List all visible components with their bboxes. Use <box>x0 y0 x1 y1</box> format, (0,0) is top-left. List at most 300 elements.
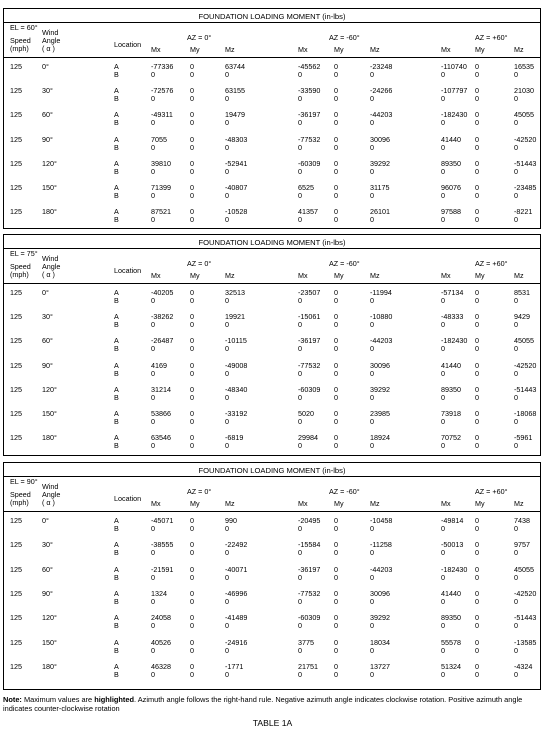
cell-b: 0 <box>514 368 518 378</box>
cell-b: 0 <box>298 417 302 426</box>
cell-b: 0 <box>514 441 518 451</box>
cell-a: -10880 <box>370 312 393 322</box>
column-header-my: My <box>190 45 200 54</box>
cell-b: 0 <box>441 368 445 378</box>
column-header-mx: Mx <box>151 45 161 54</box>
cell-b: 0 <box>334 548 338 558</box>
cell-a: 41357 <box>298 207 318 217</box>
row-speed: 125 <box>10 433 22 443</box>
cell-a: 31214 <box>151 384 171 394</box>
row-speed: 125 <box>10 134 22 144</box>
cell-a: 0 <box>475 588 479 598</box>
row-location-a: A <box>114 564 119 574</box>
cell-b: 0 <box>370 296 374 305</box>
cell-b: 0 <box>441 118 445 128</box>
cell-a: -38262 <box>151 312 174 322</box>
row-speed: 125 <box>10 588 22 598</box>
cell-b: 0 <box>151 296 155 305</box>
cell-b: 0 <box>225 166 229 176</box>
cell-a: 0 <box>334 207 338 217</box>
cell-a: 21751 <box>298 661 318 671</box>
cell-b: 0 <box>151 118 155 128</box>
row-angle: 120° <box>42 384 57 394</box>
cell-b: 0 <box>514 296 518 305</box>
cell-b: 0 <box>334 118 338 128</box>
title-divider <box>4 476 540 477</box>
cell-a: 0 <box>475 312 479 322</box>
cell-a: -23248 <box>370 62 393 71</box>
cell-b: 0 <box>298 70 302 79</box>
row-location-b: B <box>114 296 119 305</box>
row-location-b: B <box>114 166 119 176</box>
cell-a: 96076 <box>441 183 461 192</box>
cell-a: 0 <box>334 637 338 647</box>
azp60-header: AZ = +60° <box>475 487 508 496</box>
cell-a: 39292 <box>370 158 390 168</box>
row-location-b: B <box>114 417 119 426</box>
cell-a: 30096 <box>370 360 390 370</box>
cell-a: 0 <box>475 110 479 120</box>
cell-a: 8531 <box>514 288 530 297</box>
az0-header: AZ = 0° <box>187 487 212 496</box>
cell-b: 0 <box>334 524 338 533</box>
cell-a: -38555 <box>151 540 174 550</box>
row-location-b: B <box>114 524 119 533</box>
cell-b: 0 <box>441 215 445 225</box>
row-location-a: A <box>114 613 119 623</box>
row-location-a: A <box>114 207 119 217</box>
cell-a: -52941 <box>225 158 248 168</box>
cell-b: 0 <box>475 417 479 426</box>
row-location-a: A <box>114 588 119 598</box>
angle-header: Angle <box>42 36 61 45</box>
row-angle: 180° <box>42 433 57 443</box>
cell-a: 0 <box>334 516 338 525</box>
cell-a: 0 <box>190 312 194 322</box>
location-header: Location <box>114 266 142 275</box>
column-header-my: My <box>475 45 485 54</box>
azm60-header: AZ = -60° <box>329 259 360 268</box>
cell-a: 46328 <box>151 661 171 671</box>
cell-b: 0 <box>514 344 518 354</box>
cell-b: 0 <box>298 166 302 176</box>
cell-a: 0 <box>475 516 479 525</box>
cell-b: 0 <box>514 142 518 152</box>
row-speed: 125 <box>10 288 22 297</box>
cell-b: 0 <box>298 621 302 631</box>
row-angle: 150° <box>42 409 57 418</box>
cell-a: -50013 <box>441 540 464 550</box>
row-angle: 0° <box>42 516 49 525</box>
cell-b: 0 <box>225 320 229 330</box>
cell-b: 0 <box>514 191 518 200</box>
row-location-b: B <box>114 596 119 606</box>
cell-b: 0 <box>225 548 229 558</box>
cell-a: 0 <box>334 312 338 322</box>
cell-b: 0 <box>334 142 338 152</box>
row-speed: 125 <box>10 540 22 550</box>
column-header-mx: Mx <box>298 271 308 280</box>
cell-b: 0 <box>370 621 374 631</box>
cell-a: -60309 <box>298 158 321 168</box>
row-speed: 125 <box>10 637 22 647</box>
column-header-mz: Mz <box>514 499 524 508</box>
cell-b: 0 <box>475 215 479 225</box>
cell-a: -40807 <box>225 183 248 192</box>
cell-b: 0 <box>441 669 445 679</box>
cell-b: 0 <box>151 191 155 200</box>
cell-a: 41440 <box>441 134 461 144</box>
row-location-b: B <box>114 215 119 225</box>
cell-b: 0 <box>514 118 518 128</box>
location-header: Location <box>114 40 142 49</box>
cell-a: -36197 <box>298 336 321 346</box>
cell-a: -36197 <box>298 564 321 574</box>
cell-a: -23507 <box>298 288 321 297</box>
cell-a: -49814 <box>441 516 464 525</box>
cell-b: 0 <box>225 344 229 354</box>
table-title: FOUNDATION LOADING MOMENT (in-lbs) <box>198 12 346 21</box>
cell-b: 0 <box>334 94 338 104</box>
speed-header: Speed <box>10 490 31 499</box>
cell-b: 0 <box>151 70 155 79</box>
column-header-my: My <box>475 499 485 508</box>
cell-a: -44203 <box>370 110 393 120</box>
column-header-mx: Mx <box>441 271 451 280</box>
column-header-mz: Mz <box>370 45 380 54</box>
cell-a: -44203 <box>370 564 393 574</box>
cell-a: 16535 <box>514 62 534 71</box>
cell-b: 0 <box>225 296 229 305</box>
cell-a: -77532 <box>298 360 321 370</box>
cell-a: 0 <box>190 661 194 671</box>
cell-a: 45055 <box>514 564 534 574</box>
angle-header: Angle <box>42 262 61 271</box>
cell-b: 0 <box>514 70 518 79</box>
cell-b: 0 <box>370 669 374 679</box>
cell-a: 0 <box>475 661 479 671</box>
cell-a: 0 <box>334 134 338 144</box>
cell-a: 87521 <box>151 207 171 217</box>
cell-b: 0 <box>514 572 518 582</box>
cell-a: -5961 <box>514 433 533 443</box>
column-header-mz: Mz <box>225 499 235 508</box>
cell-b: 0 <box>475 70 479 79</box>
cell-a: -15584 <box>298 540 321 550</box>
elevation-label: EL = 60° <box>10 23 38 32</box>
row-location-a: A <box>114 360 119 370</box>
row-location-a: A <box>114 288 119 297</box>
cell-a: 40526 <box>151 637 171 647</box>
cell-b: 0 <box>190 548 194 558</box>
cell-a: 0 <box>334 336 338 346</box>
wind-header: Wind <box>42 482 59 491</box>
table-title: FOUNDATION LOADING MOMENT (in-lbs) <box>198 466 346 475</box>
row-location-a: A <box>114 134 119 144</box>
cell-a: -36197 <box>298 110 321 120</box>
cell-b: 0 <box>298 191 302 200</box>
az0-header: AZ = 0° <box>187 259 212 268</box>
cell-b: 0 <box>334 392 338 402</box>
cell-a: 0 <box>190 183 194 192</box>
elevation-label: EL = 90° <box>10 477 38 486</box>
cell-a: -182430 <box>441 564 468 574</box>
cell-a: 3775 <box>298 637 314 647</box>
cell-a: 0 <box>334 360 338 370</box>
row-location-a: A <box>114 312 119 322</box>
cell-b: 0 <box>370 441 374 451</box>
azm60-header: AZ = -60° <box>329 487 360 496</box>
cell-b: 0 <box>475 344 479 354</box>
cell-a: 19479 <box>225 110 245 120</box>
cell-a: -8221 <box>514 207 533 217</box>
cell-b: 0 <box>190 392 194 402</box>
cell-a: 23985 <box>370 409 390 418</box>
cell-b: 0 <box>190 70 194 79</box>
cell-b: 0 <box>514 94 518 104</box>
row-angle: 60° <box>42 336 53 346</box>
cell-b: 0 <box>475 142 479 152</box>
row-speed: 125 <box>10 62 22 71</box>
row-angle: 120° <box>42 613 57 623</box>
cell-a: 31175 <box>370 183 390 192</box>
cell-b: 0 <box>475 94 479 104</box>
title-divider <box>4 248 540 249</box>
note-text-2: . Azimuth angle follows the right-hand rule. Negative azimuth angle indicates clockwise rotation. Positive azimuth angle indicates counter-clockwise rotation <box>3 695 523 713</box>
cell-a: 0 <box>475 360 479 370</box>
cell-b: 0 <box>370 572 374 582</box>
cell-b: 0 <box>514 215 518 225</box>
angle-header: Angle <box>42 490 61 499</box>
row-angle: 60° <box>42 564 53 574</box>
cell-a: 0 <box>334 110 338 120</box>
cell-b: 0 <box>441 548 445 558</box>
title-divider <box>4 22 540 23</box>
cell-b: 0 <box>441 392 445 402</box>
header-divider <box>4 283 540 284</box>
cell-a: -48340 <box>225 384 248 394</box>
cell-b: 0 <box>441 142 445 152</box>
cell-a: 0 <box>334 409 338 418</box>
cell-a: 63546 <box>151 433 171 443</box>
cell-b: 0 <box>370 368 374 378</box>
cell-a: -107797 <box>441 86 468 96</box>
loading-table-el75 <box>3 234 541 456</box>
cell-a: 0 <box>334 433 338 443</box>
cell-a: 13727 <box>370 661 390 671</box>
cell-a: 41440 <box>441 588 461 598</box>
cell-b: 0 <box>190 524 194 533</box>
cell-b: 0 <box>225 645 229 655</box>
cell-a: 32513 <box>225 288 245 297</box>
cell-b: 0 <box>475 392 479 402</box>
cell-b: 0 <box>151 621 155 631</box>
row-speed: 125 <box>10 661 22 671</box>
cell-b: 0 <box>514 645 518 655</box>
cell-b: 0 <box>334 191 338 200</box>
cell-b: 0 <box>334 70 338 79</box>
cell-a: 18034 <box>370 637 390 647</box>
cell-a: 70752 <box>441 433 461 443</box>
cell-a: 1324 <box>151 588 167 598</box>
cell-b: 0 <box>475 572 479 582</box>
cell-b: 0 <box>370 344 374 354</box>
cell-b: 0 <box>225 142 229 152</box>
cell-a: -41489 <box>225 613 248 623</box>
row-location-b: B <box>114 344 119 354</box>
row-speed: 125 <box>10 564 22 574</box>
loading-table-el90 <box>3 462 541 690</box>
row-angle: 180° <box>42 661 57 671</box>
cell-a: -21591 <box>151 564 174 574</box>
table-caption: TABLE 1A <box>252 718 293 728</box>
row-location-b: B <box>114 572 119 582</box>
header-divider <box>4 511 540 512</box>
cell-a: 89350 <box>441 384 461 394</box>
column-header-mx: Mx <box>151 499 161 508</box>
cell-b: 0 <box>441 320 445 330</box>
cell-b: 0 <box>151 392 155 402</box>
column-header-mz: Mz <box>225 45 235 54</box>
cell-b: 0 <box>370 142 374 152</box>
cell-b: 0 <box>151 344 155 354</box>
cell-b: 0 <box>190 191 194 200</box>
cell-a: 45055 <box>514 336 534 346</box>
row-location-b: B <box>114 320 119 330</box>
cell-b: 0 <box>225 524 229 533</box>
cell-b: 0 <box>151 417 155 426</box>
cell-b: 0 <box>475 296 479 305</box>
cell-a: 0 <box>334 564 338 574</box>
azp60-header: AZ = +60° <box>475 33 508 42</box>
cell-a: -24266 <box>370 86 393 96</box>
cell-a: -40071 <box>225 564 248 574</box>
cell-b: 0 <box>151 441 155 451</box>
row-location-b: B <box>114 548 119 558</box>
cell-a: -51443 <box>514 384 537 394</box>
cell-a: 5020 <box>298 409 314 418</box>
table-note <box>3 695 539 713</box>
cell-a: 53866 <box>151 409 171 418</box>
cell-b: 0 <box>475 621 479 631</box>
cell-a: 55578 <box>441 637 461 647</box>
cell-b: 0 <box>298 215 302 225</box>
cell-b: 0 <box>298 296 302 305</box>
cell-b: 0 <box>441 296 445 305</box>
row-location-b: B <box>114 70 119 79</box>
cell-a: 9429 <box>514 312 530 322</box>
cell-b: 0 <box>370 70 374 79</box>
note-highlighted: highlighted <box>94 695 135 704</box>
row-location-b: B <box>114 645 119 655</box>
cell-b: 0 <box>441 524 445 533</box>
cell-a: 0 <box>475 433 479 443</box>
column-header-mz: Mz <box>514 45 524 54</box>
wind-header: Wind <box>42 28 59 37</box>
row-location-a: A <box>114 384 119 394</box>
cell-a: 0 <box>190 288 194 297</box>
cell-a: -46996 <box>225 588 248 598</box>
cell-b: 0 <box>514 621 518 631</box>
cell-a: 0 <box>190 134 194 144</box>
row-location-a: A <box>114 637 119 647</box>
location-header: Location <box>114 494 142 503</box>
cell-b: 0 <box>225 118 229 128</box>
alpha-header: ( α ) <box>42 498 55 507</box>
row-location-b: B <box>114 118 119 128</box>
cell-a: 29984 <box>298 433 318 443</box>
column-header-mz: Mz <box>370 271 380 280</box>
note-label: Note: <box>3 695 22 704</box>
alpha-header: ( α ) <box>42 270 55 279</box>
row-speed: 125 <box>10 360 22 370</box>
cell-a: -49008 <box>225 360 248 370</box>
cell-b: 0 <box>225 215 229 225</box>
cell-b: 0 <box>334 669 338 679</box>
cell-b: 0 <box>190 166 194 176</box>
column-header-mx: Mx <box>298 45 308 54</box>
cell-b: 0 <box>190 669 194 679</box>
cell-b: 0 <box>151 215 155 225</box>
cell-b: 0 <box>514 524 518 533</box>
row-location-b: B <box>114 191 119 200</box>
cell-b: 0 <box>225 191 229 200</box>
row-speed: 125 <box>10 110 22 120</box>
cell-b: 0 <box>298 669 302 679</box>
cell-a: -1771 <box>225 661 244 671</box>
row-angle: 90° <box>42 134 53 144</box>
cell-a: 63744 <box>225 62 245 71</box>
cell-a: 7438 <box>514 516 530 525</box>
cell-b: 0 <box>298 645 302 655</box>
cell-b: 0 <box>334 166 338 176</box>
cell-a: -182430 <box>441 336 468 346</box>
cell-a: 0 <box>190 158 194 168</box>
cell-a: -40205 <box>151 288 174 297</box>
cell-b: 0 <box>370 215 374 225</box>
row-location-b: B <box>114 142 119 152</box>
column-header-mx: Mx <box>441 499 451 508</box>
cell-b: 0 <box>334 344 338 354</box>
row-speed: 125 <box>10 384 22 394</box>
elevation-label: EL = 75° <box>10 249 38 258</box>
cell-a: 89350 <box>441 158 461 168</box>
cell-b: 0 <box>475 368 479 378</box>
cell-a: 0 <box>190 588 194 598</box>
cell-a: 0 <box>475 183 479 192</box>
row-location-a: A <box>114 540 119 550</box>
cell-a: 0 <box>334 661 338 671</box>
row-speed: 125 <box>10 183 22 192</box>
cell-b: 0 <box>298 524 302 533</box>
cell-b: 0 <box>190 118 194 128</box>
column-header-mz: Mz <box>370 499 380 508</box>
cell-b: 0 <box>514 669 518 679</box>
cell-b: 0 <box>225 417 229 426</box>
cell-a: 9757 <box>514 540 530 550</box>
cell-b: 0 <box>298 392 302 402</box>
cell-a: -26487 <box>151 336 174 346</box>
cell-b: 0 <box>441 645 445 655</box>
row-speed: 125 <box>10 86 22 96</box>
row-location-a: A <box>114 433 119 443</box>
cell-a: -10115 <box>225 336 247 346</box>
row-location-a: A <box>114 183 119 192</box>
cell-b: 0 <box>190 94 194 104</box>
column-header-my: My <box>334 499 344 508</box>
cell-b: 0 <box>190 368 194 378</box>
cell-a: 0 <box>475 86 479 96</box>
